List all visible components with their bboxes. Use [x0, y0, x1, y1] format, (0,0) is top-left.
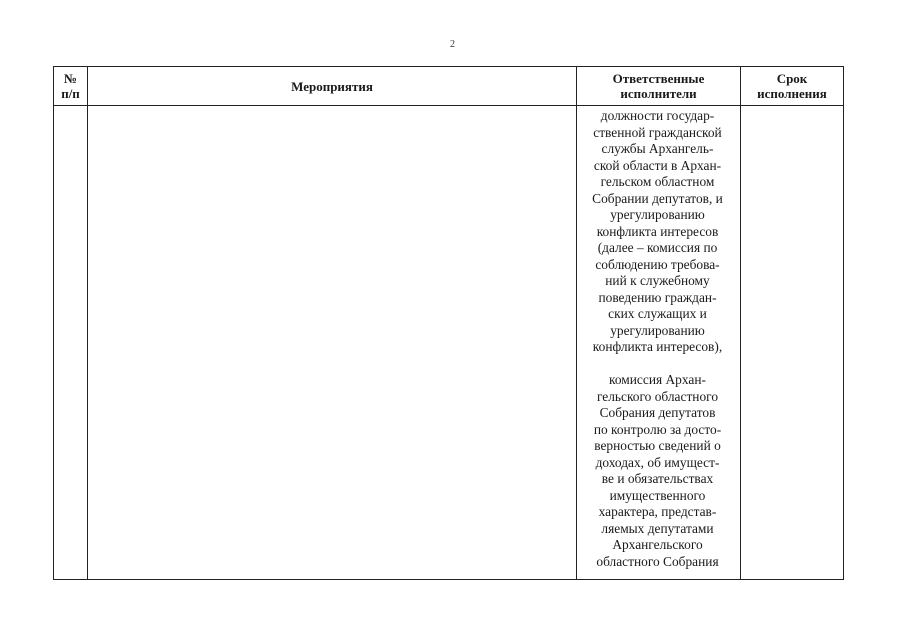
header-number [54, 67, 87, 105]
responsible-cell [576, 108, 739, 570]
responsible-line: доходах, об имущест- [595, 454, 720, 470]
events-table [53, 66, 844, 580]
responsible-line: Собрании депутатов, и [592, 190, 723, 206]
responsible-line: имущественного [609, 487, 706, 503]
responsible-line: гельском областном [600, 174, 715, 189]
responsible-line: службы Архангель- [601, 141, 714, 156]
responsible-line: верностью сведений о [594, 438, 721, 453]
responsible-line: поведению граждан- [598, 289, 717, 305]
responsible-line: ве и обязательствах [601, 471, 714, 486]
responsible-line: областного Собрания [596, 553, 719, 569]
responsible-line: комиссия Архан- [609, 372, 706, 387]
header-responsible [577, 67, 740, 105]
responsible-line: (далее – комиссия по [597, 240, 718, 255]
header-responsible-line-1: Ответственные [612, 71, 705, 86]
header-number-line-2: п/п [61, 86, 80, 101]
responsible-line: урегулированию [610, 207, 705, 222]
header-deadline-line-1: Срок [776, 71, 808, 86]
responsible-line: гельского областного [596, 388, 719, 404]
responsible-line: Архангельского [612, 537, 703, 552]
responsible-line: ских служащих и [608, 306, 707, 321]
responsible-line: ний к служебному [605, 273, 710, 288]
responsible-block-2 [576, 372, 739, 570]
header-events-label: Мероприятия [291, 78, 373, 94]
responsible-line: урегулированию [610, 322, 705, 338]
column-divider [740, 67, 741, 579]
block-spacer [576, 356, 739, 373]
page-number: 2 [450, 39, 455, 50]
responsible-line: должности государ- [600, 108, 715, 123]
header-number-line-1: № [63, 71, 78, 86]
responsible-line: ственной гражданской [593, 124, 722, 140]
responsible-line: конфликта интересов [596, 223, 719, 239]
responsible-line: конфликта интересов), [592, 339, 723, 354]
header-divider [54, 105, 843, 106]
column-divider [87, 67, 88, 579]
responsible-line: ляемых депутатами [601, 520, 714, 536]
responsible-line: Собрания депутатов [599, 405, 716, 420]
responsible-line: ской области в Архан- [593, 157, 722, 173]
header-deadline [741, 67, 843, 105]
header-events [88, 67, 576, 105]
responsible-block-1 [576, 108, 739, 356]
header-deadline-line-2: исполнения [757, 86, 827, 101]
responsible-line: по контролю за досто- [593, 421, 722, 437]
header-responsible-line-2: исполнители [620, 86, 697, 101]
responsible-line: соблюдению требова- [595, 256, 720, 272]
responsible-line: характера, представ- [598, 504, 717, 519]
